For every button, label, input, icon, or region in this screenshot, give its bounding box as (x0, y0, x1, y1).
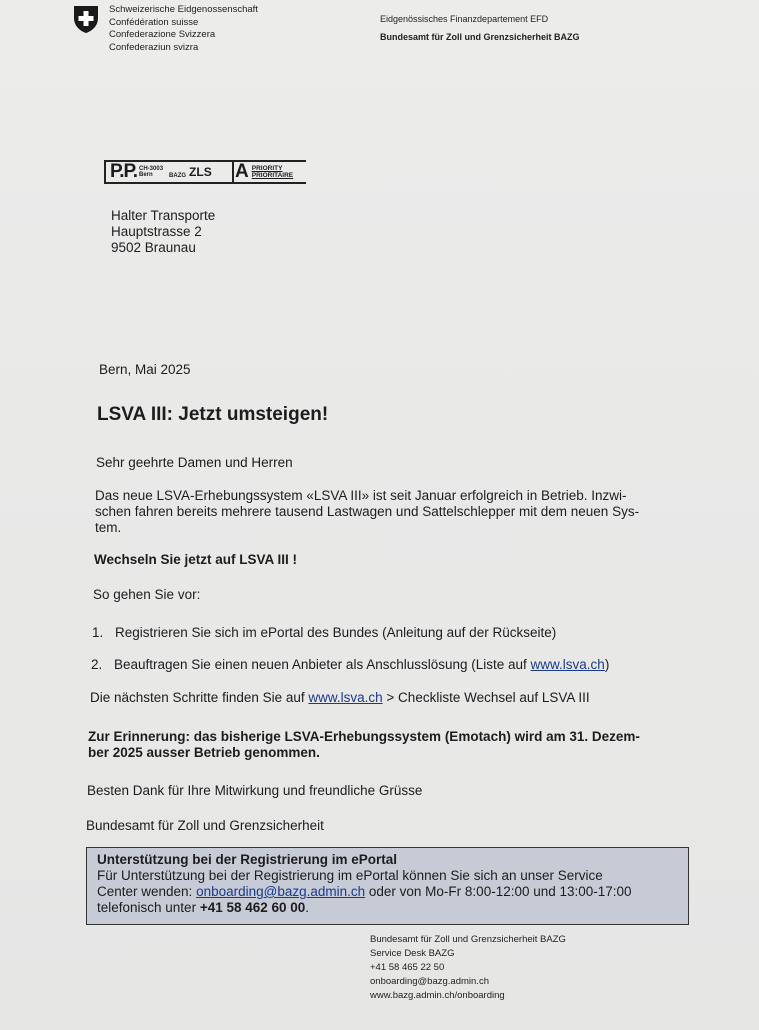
pp-label: P.P. (110, 161, 138, 182)
support-line (97, 884, 678, 900)
lsva-link[interactable]: www.lsva.ch (530, 657, 605, 672)
intro-paragraph (95, 488, 695, 536)
support-line-start: Center wenden: (97, 884, 197, 899)
intro-line: schen fahren bereits mehrere tausend Lastwagen und Sattelschlepper mit dem neuen Sys- (95, 504, 640, 519)
next-steps-end: > Checkliste Wechsel auf LSVA III (382, 690, 590, 705)
step-2-end: ) (604, 657, 610, 672)
step-1-text: Registrieren Sie sich im ePortal des Bundes (Anleitung auf der Rückseite) (115, 625, 557, 640)
support-email-link[interactable]: onboarding@bazg.admin.ch (196, 884, 366, 899)
department-name: Eidgenössisches Finanzdepartement EFD (380, 14, 549, 24)
footer-web: www.bazg.admin.ch/onboarding (370, 990, 505, 1001)
footer-email: onboarding@bazg.admin.ch (370, 976, 489, 987)
swiss-crest-icon (72, 4, 100, 34)
department-block (380, 10, 580, 46)
step-number: 1. (92, 625, 104, 640)
support-heading: Unterstützung bei der Registrierung im ePortal (97, 852, 398, 867)
confederation-it: Confederazione Svizzera (109, 29, 216, 40)
step-2 (91, 657, 609, 673)
support-line: Für Unterstützung bei der Registrierung im ePortal können Sie sich an unser Service (97, 868, 603, 883)
letter-title: LSVA III: Jetzt umsteigen! (97, 404, 329, 425)
office-name: Bundesamt für Zoll und Grenzsicherheit BAZG (380, 32, 580, 42)
next-steps (90, 690, 590, 706)
support-line (97, 900, 678, 916)
mail-class-letter: A (235, 161, 249, 182)
call-to-action: Wechseln Sie jetzt auf LSVA III ! (94, 552, 298, 567)
closing: Besten Dank für Ihre Mitwirkung und freundliche Grüsse (87, 783, 423, 798)
pp-code: ZLS (189, 165, 212, 179)
lsva-link[interactable]: www.lsva.ch (308, 690, 383, 705)
step-2-text: Beauftragen Sie einen neuen Anbieter als Anschlusslösung (Liste auf (114, 657, 531, 672)
recipient-city: 9502 Braunau (111, 240, 196, 255)
recipient-name: Halter Transporte (111, 208, 216, 223)
pp-place-line1: CH-3003 (139, 166, 164, 172)
footer-office: Bundesamt für Zoll und Grenzsicherheit BAZG (370, 934, 566, 945)
footer-desk: Service Desk BAZG (370, 948, 455, 959)
next-steps-text: Die nächsten Schritte finden Sie auf (90, 690, 309, 705)
reminder-line: Zur Erinnerung: das bisherige LSVA-Erhebungssystem (Emotach) wird am 31. Dezem- (88, 729, 640, 744)
intro-line: tem. (95, 520, 122, 535)
priority-label (252, 165, 293, 179)
postage-paid-stamp (104, 160, 234, 184)
support-phone-label: telefonisch unter (97, 900, 200, 915)
pp-place (139, 166, 163, 178)
step-1 (92, 625, 556, 641)
intro-line: Das neue LSVA-Erhebungssystem «LSVA III» ist seit Januar erfolgreich in Betrieb. Inzwi- (95, 488, 627, 503)
support-hours: oder von Mo-Fr 8:00-12:00 und 13:00-17:00 (365, 884, 632, 899)
recipient-street: Hauptstrasse 2 (111, 224, 202, 239)
footer-contact (370, 933, 566, 1003)
signature: Bundesamt für Zoll und Grenzsicherheit (86, 818, 324, 833)
reminder-line: ber 2025 ausser Betrieb genommen. (88, 745, 320, 760)
letter-date: Bern, Mai 2025 (99, 362, 191, 377)
salutation: Sehr geehrte Damen und Herren (96, 455, 293, 470)
support-phone: +41 58 462 60 00 (199, 900, 306, 915)
priority-stamp (233, 160, 306, 184)
priority-en: PRIORITY (251, 165, 283, 172)
support-line-end: . (305, 900, 310, 915)
support-box (86, 847, 689, 925)
priority-fr: PRIORITAIRE (251, 172, 294, 179)
footer-phone: +41 58 465 22 50 (370, 962, 445, 973)
reminder-paragraph (88, 729, 698, 761)
pp-place-line2: Bern (139, 172, 153, 178)
pp-office: BAZG (169, 173, 187, 179)
how-to-heading: So gehen Sie vor: (93, 587, 201, 602)
step-number: 2. (91, 657, 103, 672)
recipient-address (111, 208, 215, 256)
confederation-fr: Confédération suisse (109, 16, 199, 28)
confederation-de: Schweizerische Eidgenossenschaft (109, 4, 258, 15)
confederation-rm: Confederaziun svizra (109, 41, 199, 53)
confederation-names (109, 4, 258, 54)
